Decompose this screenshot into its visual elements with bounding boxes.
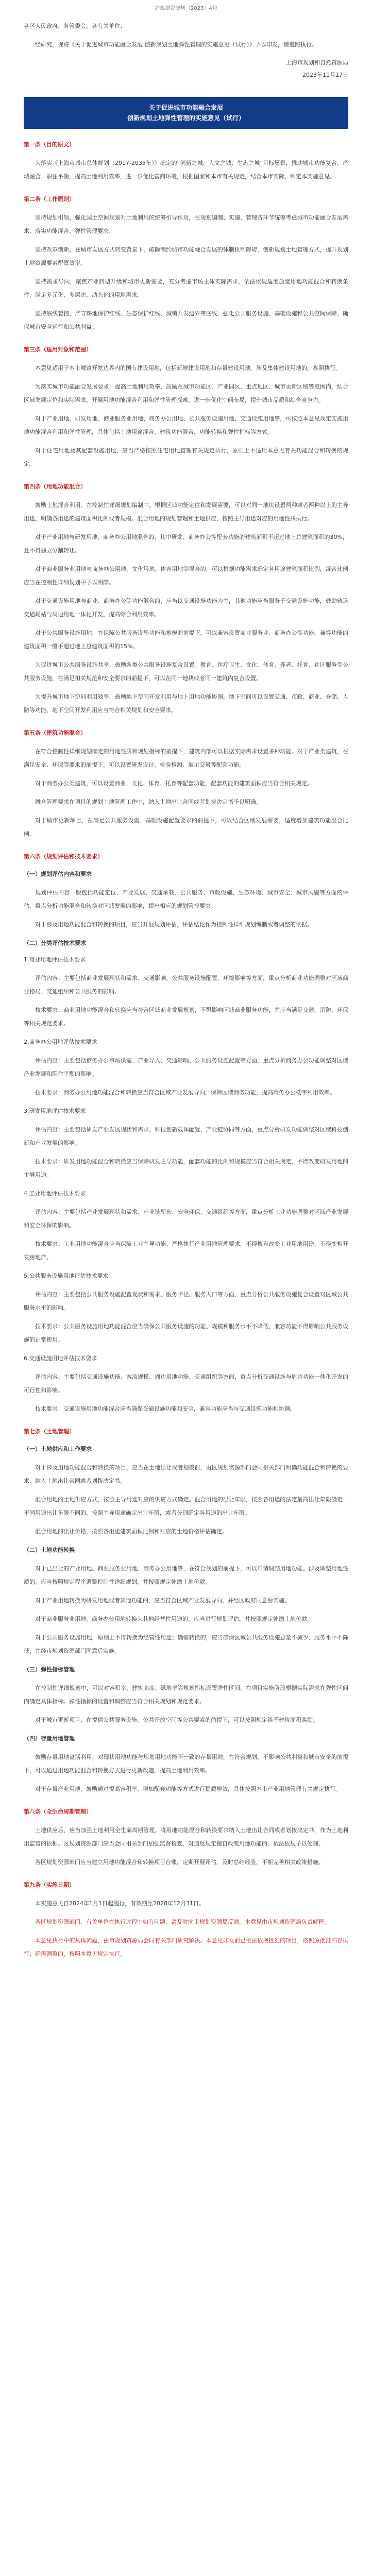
subsection-heading: 1.商业用地评估技术要求 xyxy=(24,956,86,963)
body-paragraph: 混合用地的出让价格，按照各用途建筑面积比例和对应的土地价格评估确定。 xyxy=(35,1528,228,1535)
article-heading: 第五条（建筑功能混合） xyxy=(24,730,86,736)
body-paragraph: 评估内容：主要包括商务办公市场供需、产业导入、交通影响、公共服务设施配置等方面，重点分析商务办公功能调整对区域产业发展和职住平衡的影响。 xyxy=(24,1057,348,1077)
signature-date: 2023年11月17日 xyxy=(302,72,348,78)
body-paragraph: 评估内容：主要包括产业发展现状和需求、产业链配套、安全环保、交通组织等方面，重点分析工业功能调整对区域产业发展和安全环保的影响。 xyxy=(24,1209,348,1229)
body-paragraph: 评估内容：主要包括商业发展现状和需求、交通影响、公共服务设施配置、环境影响等方面，重点分析商业功能调整对区域商业格局、交通组织和公共服务的影响。 xyxy=(24,975,348,995)
body-paragraph: 评估内容：主要包括公共服务设施配置现状和需求、服务半径、服务人口等方面，重点分析公共服务设施复合设置对区域公共服务水平的影响。 xyxy=(24,1291,348,1311)
intro-paragraph: 经研究，现将《关于促进城市功能融合发展 创新规划土地弹性管理的实施意见（试行）》予以印发，请遵照执行。 xyxy=(35,41,317,48)
body-paragraph: 在符合控制性详细规划确定的用地性质和规划指标的前提下，建筑内部可以根据实际需求设置多种功能。对于产业类建筑，在满足安全、环保等要求的前提下，可以设置研发设计、检验检测、展示交易等配套功能。 xyxy=(24,748,348,768)
body-paragraph: 评估内容：主要包括交通设施功能、客流规模、周边用地功能、交通组织等方面，重点分析交通设施与周边功能一体化开发的可行性和影响。 xyxy=(24,1374,348,1394)
body-paragraph: 对于公共服务设施用地，在保障公共服务设施功能和规模的前提下，可以兼容设置商业服务业、商务办公等功能，兼容功能的建筑面积一般不超过地上总建筑面积的15%。 xyxy=(24,630,348,650)
article-heading: 第九条（实施日期） xyxy=(24,1882,75,1888)
title-banner xyxy=(24,97,348,129)
body-paragraph: 技术要求：工业用地功能混合应当保障工业主导功能，严格执行产业用地管理要求，不得擅自改变工业用地用途，不得变相开发房地产。 xyxy=(24,1241,348,1261)
body-paragraph: 为提升城市地下空间利用效率，鼓励地下空间开发利用与地上用地功能协调，地下空间可以设置交通、市政、商业、仓储、人防等功能。地下空间开发利用应当符合相关规划和安全要求。 xyxy=(24,693,348,714)
subsection-heading: 6.交通设施用地评估技术要求 xyxy=(24,1355,97,1362)
body-paragraph: 对于公共服务设施用地，原则上不得转换为经营性用途；确需转换的，应当确保区域公共服务设施总量不减少、服务水平不降低，并经市规划资源部门同意后实施。 xyxy=(24,1634,348,1654)
signature-org: 上海市规划和自然资源局 xyxy=(286,59,348,66)
body-paragraph: 技术要求：交通设施用地功能混合应当确保交通设施功能和安全，兼容功能应当与交通设施功能相协调。 xyxy=(35,1405,296,1412)
article-heading: 第七条（土地管理） xyxy=(24,1428,75,1435)
body-paragraph: 在控制性详细规划中，可以对容积率、建筑高度、绿地率等规划指标设置弹性区间，在项目实施阶段根据实际需求在弹性区间内确定具体指标。弹性指标的设置和调整应当符合相关规划和规范要求。 xyxy=(24,1685,348,1705)
body-paragraph: 本实施意见自2024年1月1日起施行，有效期至2028年12月31日。 xyxy=(35,1900,205,1907)
body-paragraph: 坚持改革创新，在城市发展方式转变背景下，破除制约城市功能融合发展的体制机制障碍，创新规划土地管理方式，提升规划土地资源要素配置效率。 xyxy=(24,246,348,266)
article-heading: 第六条（规划评估和技术要求） xyxy=(24,853,103,860)
subsection-heading: 4.工业用地评估技术要求 xyxy=(24,1190,86,1197)
body-paragraph: 规划评估内容一般包括功能定位、产业发展、交通承载、公共服务、市政设施、生态环境、城市安全、城市风貌等方面的评估，重点分析功能混合和转换对区域发展的影响，提出相应的规划管控要求。 xyxy=(24,889,348,909)
document-number: 沪规划资源规〔2023〕4号 xyxy=(155,6,217,11)
body-paragraph: 对于城市更新项目，在提供公共服务设施、公共开放空间等公共要素的前提下，可以按照规定给予建筑面积奖励。 xyxy=(35,1717,318,1723)
body-paragraph: 对于商务办公类建筑，可以设置商业、文化、体育、托育等配套功能，配套功能的建筑面积应当符合相关规定。 xyxy=(35,780,313,787)
body-paragraph: 对于住宅用地及其配套设施用地，应当严格按照住宅用地管理有关规定执行，原则上不适用本意见有关功能混合和转换的规定。 xyxy=(24,447,348,467)
article-heading: 第二条（工作原则） xyxy=(24,196,75,202)
signature-block xyxy=(24,57,348,81)
body-paragraph: 对于已出让的产业用地、商业服务业用地、商务办公用地等，在符合规划的前提下，可以申请调整用地功能。涉及调整用地性质的，应当按照规定程序调整控制性详细规划，并按照规定补缴土地价款。 xyxy=(24,1565,348,1585)
body-paragraph: 对于城市更新项目，在满足公共服务设施、基础设施配置要求的前提下，可以结合区域发展需要，适度增加建筑功能混合比例。 xyxy=(24,817,348,837)
footer-space xyxy=(24,1966,348,2007)
body-paragraph: 对于交通设施用地与商业、商务办公等功能混合的，应当以交通设施功能为主，其他功能应当服务于交通设施功能，鼓励轨道交通场站与周边用地一体化开发，提高综合利用效率。 xyxy=(24,598,348,618)
notice-paragraph: 各区规划资源部门、有关单位在执行过程中如有问题，请及时向市规划资源局反馈。本意见由市规划资源局负责解释。 xyxy=(35,1919,330,1925)
document-page xyxy=(0,2,372,2576)
section-heading: （二）分类评估技术要求 xyxy=(24,940,86,946)
body-paragraph: 对于涉及用地功能混合和转换的项目，应当在土地出让或者划拨前，由区规划资源部门会同相关部门明确功能混合和转换的要求，纳入土地出让合同或者划拨决定书。 xyxy=(24,1464,348,1484)
body-paragraph: 技术要求：公共服务设施用地功能混合应当确保公共服务设施的功能、规模和服务水平不降低，兼容功能不得影响公共服务设施的正常使用。 xyxy=(24,1323,348,1343)
banner-title-line1: 关于促进城市功能融合发展 xyxy=(148,104,223,111)
body-paragraph: 坚持底线管控，严守耕地保护红线、生态保护红线、城镇开发边界等底线，强化公共服务设施、基础设施和公共空间保障，确保城市安全运行和公共利益。 xyxy=(24,310,348,330)
body-paragraph: 混合用地的土地供应方式，按照主导用途对应的供应方式确定。混合用地的出让年限，按照各用途的法定最高出让年限确定；不同用途出让年限不同的，按照主导用途确定出让年限，或者分别确定各用途的出让年限。 xyxy=(24,1496,348,1516)
document-body xyxy=(24,2,348,2007)
subsection-heading: 3.研发用地评估技术要求 xyxy=(24,1108,86,1114)
body-paragraph: 坚持需求导向，聚焦产业转型升级和城市更新需要，充分考虑市场主体实际需求，依法依规适度放宽用地功能混合和转换条件，满足多元化、多层次、动态化的用地需求。 xyxy=(24,278,348,298)
body-paragraph: 土地供应后，应当加强土地利用全生命周期管理，将用地功能混合和转换要求纳入土地出让合同或者划拨决定书，作为土地利用监管的依据。区规划资源部门应当会同相关部门加强监督检查，对违反规定擅自改变用地功能的，依法依规予以处理。 xyxy=(24,1827,348,1847)
body-paragraph: 为促进城市公共服务设施共享，鼓励各类公共服务设施复合设置。教育、医疗卫生、文化、体育、养老、托育、社区服务等公共服务设施，在满足相关规范和安全要求的前提下，可以在同一地块或者同一建筑内复合设置。 xyxy=(24,662,348,682)
body-paragraph: 对于涉及用地功能混合和转换的项目，应当开展规划评估，评估结论作为控制性详细规划编制或者调整的依据。 xyxy=(35,921,313,928)
body-paragraph: 为落实城市功能融合发展要求，提高土地利用效率，鼓励在城市功能区、产业园区、重点地区、城市更新区域等范围内，结合区域发展定位和实际需求，开展用地功能混合利用和弹性管理探索，进一步优化空间布局，提升城市品质和综合竞争力。 xyxy=(24,383,348,403)
article-heading: 第八条（全生命周期管理） xyxy=(24,1808,92,1815)
addressee: 各区人民政府、各管委会，各有关单位： xyxy=(24,23,126,29)
body-paragraph: 对于产业用地与研发用地、商务办公用地混合的，其中研发、商务办公等配套功能的建筑面积不超过地上总建筑面积的30%，且不得独立分割转让。 xyxy=(24,534,348,554)
notice-paragraph: 本意见执行中的具体问题，由市规划资源局会同有关部门研究解决。本意见印发前已依法依规批准的项目，按照原批准内容执行；确需调整的，按照本意见规定执行。 xyxy=(24,1937,348,1957)
body-paragraph: 为落实《上海市城市总体规划（2017-2035年）》确定的“创新之城、人文之城、生态之城”目标愿景，推动城市功能复合、产城融合、职住平衡，提高土地利用效率，进一步优化营商环境，根据国家和本市有关规定，结合本市实际，制定本实施意见。 xyxy=(24,160,348,180)
banner-title-line2: 创新规划土地弹性管理的实施意见（试行） xyxy=(127,114,245,122)
body-paragraph: 鼓励存量用地盘活利用，对现状用地功能与规划用地功能不一致的存量用地，在符合规划、不影响公共利益和城市安全的前提下，可以通过用地功能混合和转换方式进行更新改造，提高土地利用效率。 xyxy=(24,1754,348,1774)
section-heading: （一）规划评估内容和要求 xyxy=(24,871,92,877)
subsection-heading: 5.公共服务设施用地评估技术要求 xyxy=(24,1273,109,1279)
section-heading: （四）存量用地管理 xyxy=(24,1735,75,1742)
body-paragraph: 对于商业服务业用地、商务办公用地转换为其他经营性用途的，应当进行规划评估，并按照规定补缴土地价款。 xyxy=(35,1616,313,1622)
subsection-heading: 2.商务办公用地评估技术要求 xyxy=(24,1039,97,1045)
body-paragraph: 各区规划资源部门应当建立用地功能混合和转换项目台账，定期开展评估，及时总结经验，不断完善相关政策措施。 xyxy=(35,1859,324,1866)
section-heading: （三）弹性指标管理 xyxy=(24,1666,75,1673)
body-paragraph: 对于存量产业用地，鼓励通过提高容积率、增加配套功能等方式进行提质增效，具体按照本市产业用地管理有关规定执行。 xyxy=(35,1786,341,1792)
body-paragraph: 对于产业用地转换为研发用地或者其他功能的，应当符合区域产业发展导向，并经区政府同意后实施。 xyxy=(35,1597,290,1604)
body-paragraph: 评估内容：主要包括研发产业发展现状和需求、科技创新载体配置、产业链协同等方面，重点分析研发功能调整对区域科技创新和产业发展的影响。 xyxy=(24,1126,348,1146)
article-heading: 第四条（用地功能混合） xyxy=(24,483,86,490)
body-paragraph: 本意见适用于本市城镇开发边界内的国有建设用地，包括新增建设用地和存量建设用地。涉及集体建设用地的，参照执行。 xyxy=(35,365,341,371)
body-paragraph: 技术要求：商务办公用地功能混合和转换应当符合区域产业发展导向，保障区域商务功能，提高商务办公楼宇利用效率。 xyxy=(35,1089,335,1096)
article-heading: 第一条（目的原文） xyxy=(24,141,75,148)
section-heading: （一）土地供应和工作要求 xyxy=(24,1446,92,1452)
article-heading: 第三条（适用对象和范围） xyxy=(24,346,92,353)
body-paragraph: 对于商业服务业用地与商务办公用地、文化用地、体育用地等混合的，可以根据功能需求确定各用途建筑面积比例，混合比例应当在控制性详细规划中予以明确。 xyxy=(24,566,348,586)
body-paragraph: 技术要求：商业用地功能混合和转换应当符合区域商业发展规划，不得影响区域商业服务功能，并应当满足交通、消防、环保等相关规范要求。 xyxy=(24,1007,348,1027)
body-paragraph: 技术要求：研发用地功能混合和转换应当保障研发主导功能，配套功能的比例和规模应当符合相关规定，不得改变研发用地的主导用途。 xyxy=(24,1158,348,1178)
body-paragraph: 对于产业用地、研发用地、商业服务业用地、商务办公用地、公共服务设施用地、交通设施用地等，可按照本意见规定实施用地功能混合利用和弹性管理，具体包括土地用途混合、建筑功能混合、功能转换和弹性指标等方式。 xyxy=(24,415,348,435)
document-sections xyxy=(24,138,348,1961)
section-heading: （二）土地功能转换 xyxy=(24,1547,75,1553)
body-paragraph: 鼓励土地混合利用。在控制性详细规划编制中，根据区域功能定位和发展需要，可以对同一地块设置两种或者两种以上的主导用途，明确各用途的建筑面积比例或者规模。混合用地的规划管理和土地供应，按照主导用途对应的用地性质执行。 xyxy=(24,502,348,522)
body-paragraph: 坚持规划引领，强化国土空间规划对土地利用的统筹引导作用，在规划编制、实施、管理各环节统筹考虑城市功能融合发展需求，落实功能混合、弹性管理要求。 xyxy=(24,214,348,234)
body-paragraph: 融合管理要求在项目的规划土地管理工作中，纳入土地出让合同或者划拨决定书予以明确。 xyxy=(35,799,262,805)
